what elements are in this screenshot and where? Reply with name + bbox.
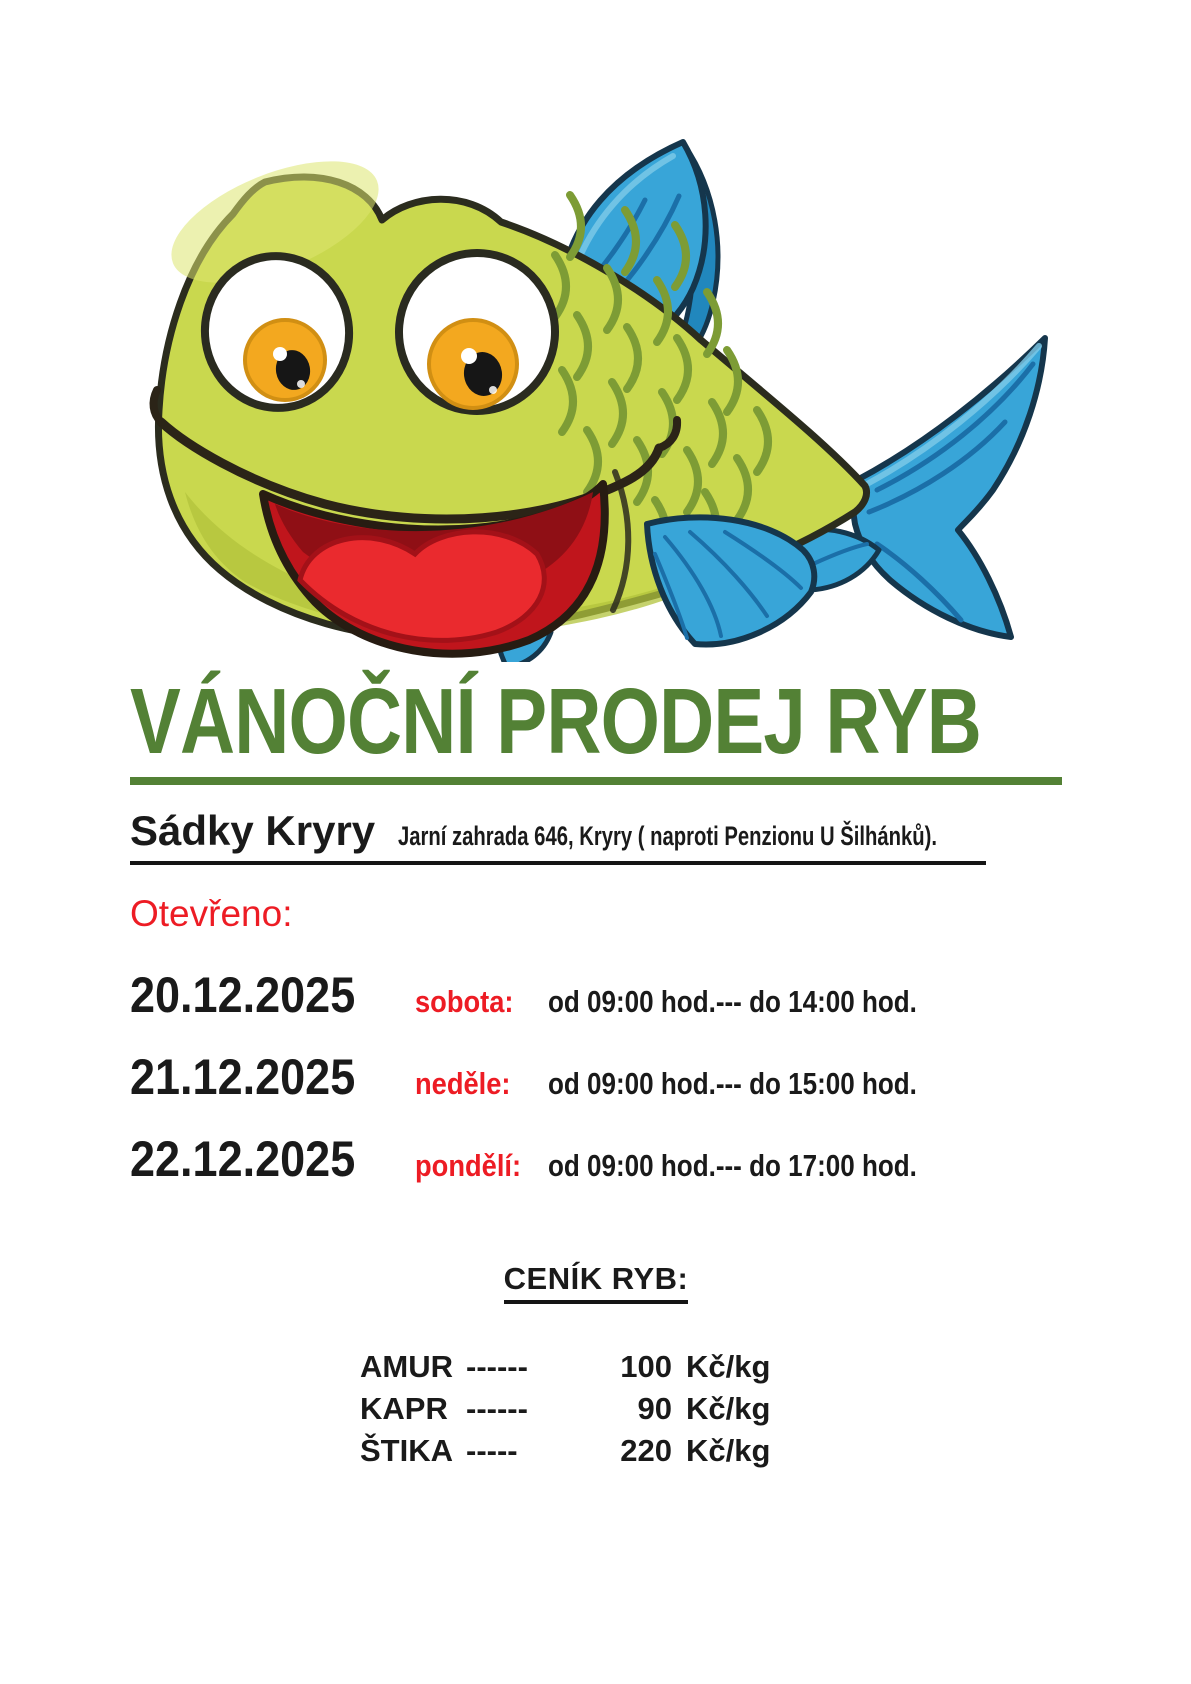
schedule-hours: od 09:00 hod.--- do 17:00 hod. — [548, 1148, 917, 1184]
dash-filler: ------ — [466, 1349, 528, 1385]
price-list — [360, 1346, 1062, 1472]
dash-filler: ----- — [466, 1433, 518, 1469]
title-underline — [130, 669, 1062, 785]
fish-pectoral-fin — [647, 517, 814, 644]
location-name: Sádky Kryry — [130, 807, 376, 855]
fish-name: AMUR — [360, 1349, 453, 1385]
location-address: Jarní zahrada 646, Kryry ( naproti Penzionu U Šilhánků). — [398, 821, 938, 852]
location-underline — [130, 861, 986, 865]
schedule-day: pondělí: — [415, 1148, 522, 1184]
price-row — [360, 1430, 1062, 1472]
fish-tail-fin — [853, 338, 1045, 637]
schedule — [130, 967, 1062, 1187]
schedule-day: neděle: — [415, 1066, 511, 1102]
dash-filler: ------ — [466, 1391, 528, 1427]
price-heading: CENÍK RYB: — [504, 1261, 689, 1304]
location-line — [130, 809, 1062, 865]
price-unit: Kč/kg — [686, 1433, 771, 1469]
schedule-date: 22.12.2025 — [130, 1131, 356, 1188]
price-row — [360, 1346, 1062, 1388]
cartoon-fish-icon — [125, 92, 1060, 662]
schedule-hours: od 09:00 hod.--- do 15:00 hod. — [548, 1066, 917, 1102]
price-heading-wrap — [130, 1261, 1062, 1304]
page-title: VÁNOČNÍ PRODEJ RYB — [130, 669, 982, 773]
price-unit: Kč/kg — [686, 1349, 771, 1385]
schedule-date: 20.12.2025 — [130, 967, 356, 1024]
fish-price: 90 — [637, 1391, 672, 1427]
fish-name: KAPR — [360, 1391, 448, 1427]
price-unit: Kč/kg — [686, 1391, 771, 1427]
schedule-hours: od 09:00 hod.--- do 14:00 hod. — [548, 984, 917, 1020]
schedule-date: 21.12.2025 — [130, 1049, 356, 1106]
schedule-row — [130, 967, 1062, 1023]
fish-price: 100 — [620, 1349, 672, 1385]
fish-price: 220 — [620, 1433, 672, 1469]
schedule-day: sobota: — [415, 984, 514, 1020]
schedule-row — [130, 1049, 1062, 1105]
price-row — [360, 1388, 1062, 1430]
fish-illustration — [125, 92, 1060, 662]
fish-name: ŠTIKA — [360, 1433, 453, 1469]
open-label: Otevřeno: — [130, 893, 293, 935]
schedule-row — [130, 1131, 1062, 1187]
